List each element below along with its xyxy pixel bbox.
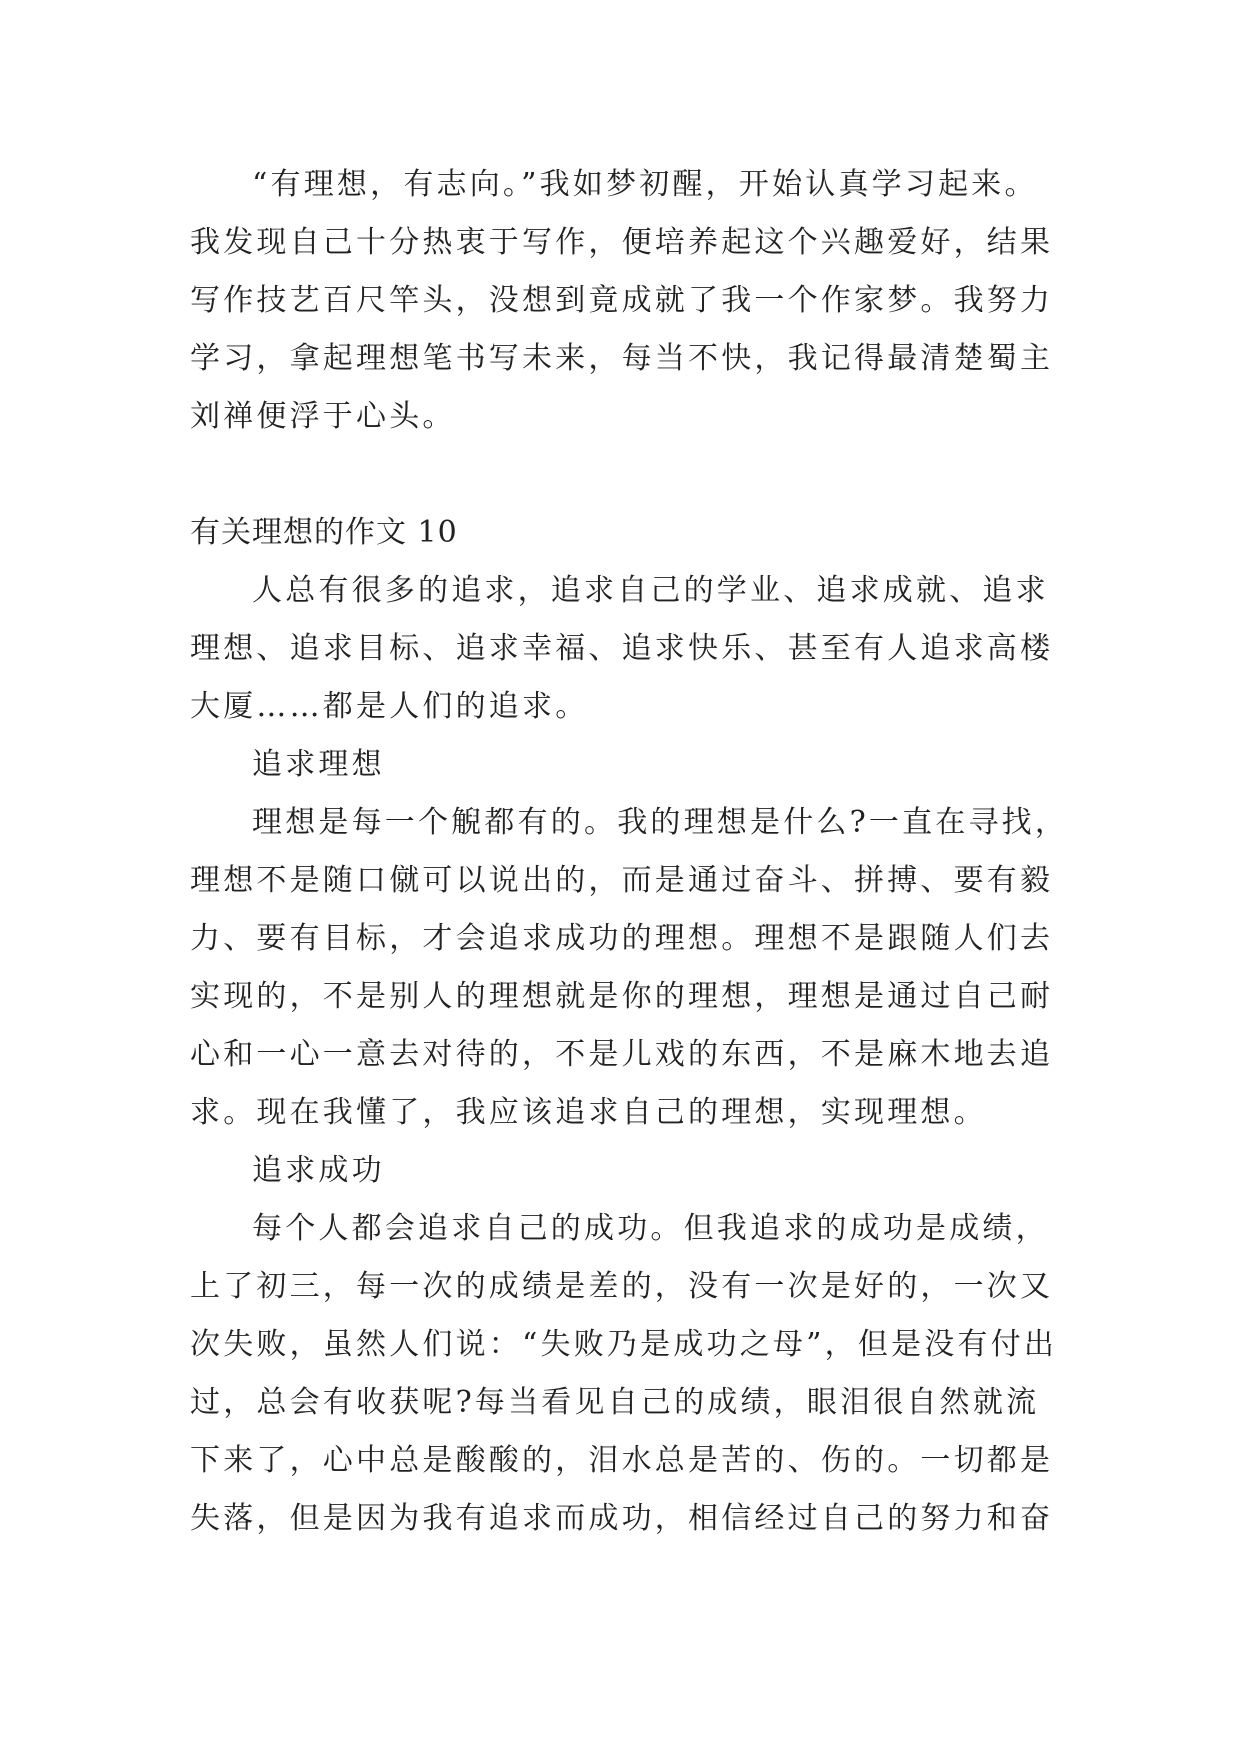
paragraph-4-line-1: 每个人都会追求自己的成功。但我追求的成功是成绩， (252, 1211, 1049, 1246)
paragraph-4-line-6: 失落，但是因为我有追求而成功，相信经过自己的努力和奋 (190, 1501, 1054, 1536)
paragraph-1-line-5: 刘禅便浮于心头。 (190, 399, 456, 434)
paragraph-4-line-4: 过，总会有收获呢?每当看见自己的成绩，眼泪很自然就流 (190, 1385, 1040, 1420)
paragraph-1-line-1: “有理想，有志向。”我如梦初醒，开始认真学习起来。 (252, 167, 1038, 202)
paragraph-1-line-4: 学习，拿起理想笔书写未来，每当不快，我记得最清楚蜀主 (190, 341, 1054, 376)
paragraph-1-line-2: 我发现自己十分热衷于写作，便培养起这个兴趣爱好，结果 (190, 225, 1054, 260)
paragraph-2-line-1: 人总有很多的追求，追求自己的学业、追求成就、追求 (252, 573, 1049, 608)
paragraph-4-line-2: 上了初三，每一次的成绩是差的，没有一次是好的，一次又 (190, 1269, 1054, 1304)
essay-heading: 有关理想的作文 10 (190, 515, 458, 550)
paragraph-2-line-2: 理想、追求目标、追求幸福、追求快乐、甚至有人追求高楼 (190, 631, 1054, 666)
paragraph-2-line-3: 大厦……都是人们的追求。 (190, 689, 589, 724)
paragraph-3-line-6: 求。现在我懂了，我应该追求自己的理想，实现理想。 (190, 1095, 987, 1130)
paragraph-3-line-4: 实现的，不是别人的理想就是你的理想，理想是通过自己耐 (190, 979, 1054, 1014)
paragraph-3-line-1: 理想是每一个觬都有的。我的理想是什么?一直在寻找， (252, 805, 1069, 840)
paragraph-4-line-3: 次失败，虽然人们说：“失败乃是成功之母”，但是没有付出 (190, 1327, 1058, 1362)
paragraph-3-line-5: 心和一心一意去对待的，不是儿戏的东西，不是麻木地去追 (190, 1037, 1054, 1072)
subheading-pursue-success: 追求成功 (252, 1153, 385, 1188)
subheading-pursue-ideal: 追求理想 (252, 747, 385, 782)
paragraph-4-line-5: 下来了，心中总是酸酸的，泪水总是苦的、伤的。一切都是 (190, 1443, 1054, 1478)
paragraph-3-line-2: 理想不是随口僦可以说出的，而是通过奋斗、拼搏、要有毅 (190, 863, 1054, 898)
paragraph-3-line-3: 力、要有目标，才会追求成功的理想。理想不是跟随人们去 (190, 921, 1054, 956)
paragraph-1-line-3: 写作技艺百尺竿头，没想到竟成就了我一个作家梦。我努力 (190, 283, 1054, 318)
